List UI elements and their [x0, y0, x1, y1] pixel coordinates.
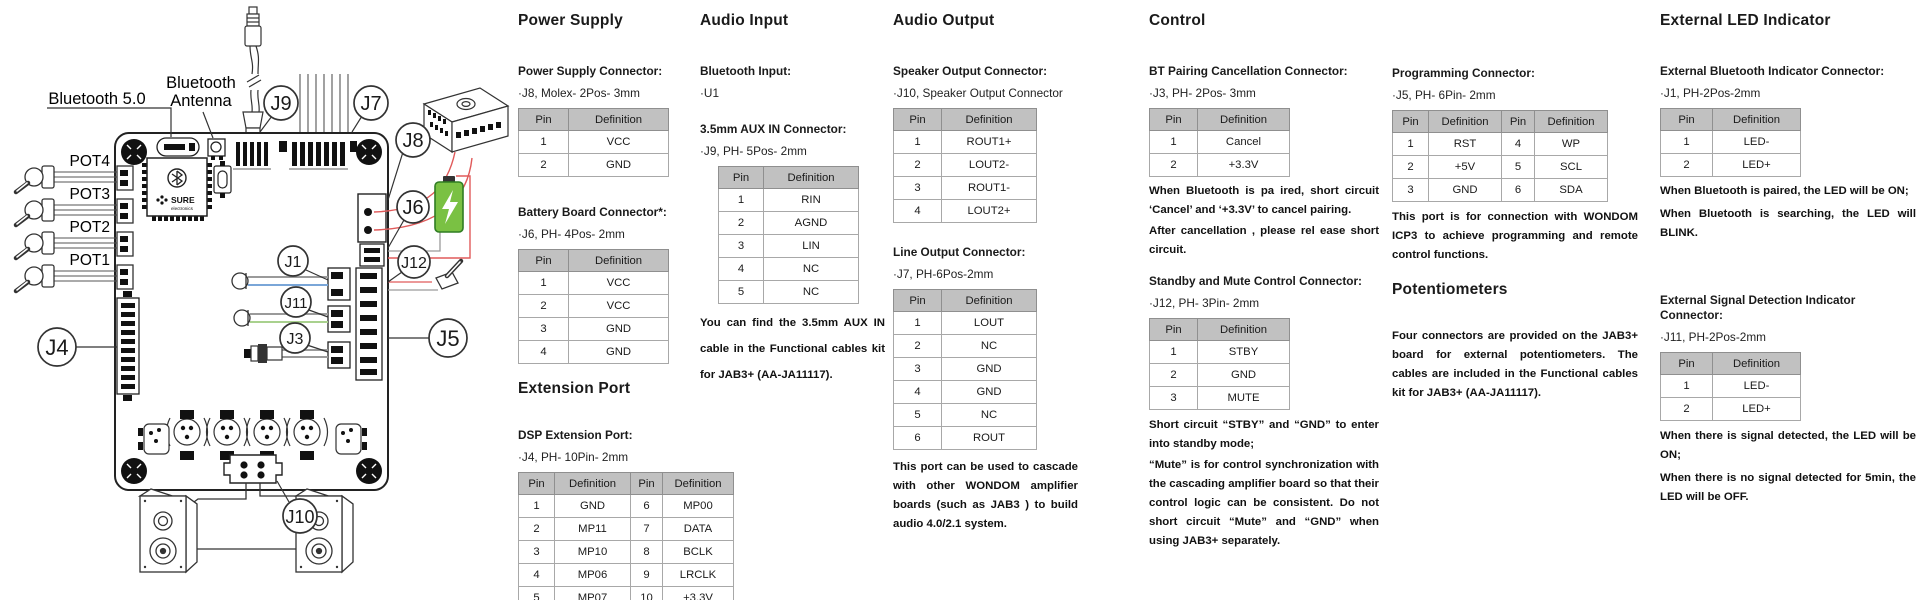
- spacer: [700, 137, 885, 144]
- pin-definition-table: [718, 166, 859, 304]
- j6-connector: [360, 244, 384, 266]
- j1-label: J1: [284, 254, 302, 271]
- power-supply-unit-icon: [424, 88, 508, 152]
- j12-label: J12: [401, 255, 427, 272]
- pin-table-cell: +3.3V: [1198, 154, 1290, 177]
- pin-table-cell: 2: [519, 518, 555, 541]
- pin-table-header-cell: Definition: [942, 109, 1037, 131]
- pin-table-cell: 2: [519, 295, 569, 318]
- pin-table-cell: GND: [569, 154, 669, 177]
- pin-table-row: [519, 341, 669, 364]
- pin-table-cell: MUTE: [1198, 387, 1290, 410]
- pin-table-cell: 1: [1150, 341, 1198, 364]
- pin-table-cell: 4: [519, 341, 569, 364]
- j8-label: J8: [402, 130, 424, 152]
- pin-table-row: [1393, 156, 1608, 179]
- spacer: [700, 100, 885, 122]
- j4-connector: [117, 291, 139, 401]
- pin-table-row: [719, 258, 859, 281]
- pin-table-cell: 3: [894, 358, 942, 381]
- pin-definition-table: [518, 108, 669, 177]
- pin-table-cell: 4: [719, 258, 764, 281]
- pin-definition-table: [893, 289, 1037, 450]
- pin-table-cell: Cancel: [1198, 131, 1290, 154]
- pin-table-cell: RST: [1429, 133, 1502, 156]
- pin-table-cell: AGND: [764, 212, 859, 235]
- pin-table-header-cell: Definition: [942, 290, 1037, 312]
- connector-subheading: Power Supply Connector:: [518, 64, 663, 78]
- pin-table-cell: LED-: [1713, 375, 1801, 398]
- section-heading: Extension Port: [518, 380, 631, 397]
- pin-table-cell: 2: [1150, 364, 1198, 387]
- pin-table-cell: 1: [519, 495, 555, 518]
- column-control: [1149, 0, 1379, 551]
- pin-table-cell: 6: [1502, 179, 1535, 202]
- note-text: When Bluetooth is pa ired, short circuit ‘Cancel’ and ‘+3.3V’ to cancel pairing.: [1149, 185, 1379, 216]
- pin-definition-table: [518, 472, 734, 600]
- spacer: [1392, 12, 1638, 66]
- pin-table-header-row: [519, 473, 734, 495]
- section-heading: Audio Output: [893, 12, 995, 29]
- pin-table-row: [719, 212, 859, 235]
- pin-table-cell: MP10: [555, 541, 631, 564]
- pin-definition-table: [518, 249, 669, 364]
- pin-table-cell: 1: [1393, 133, 1429, 156]
- connector-subheading: 3.5mm AUX IN Connector:: [700, 122, 847, 136]
- pin-table-row: [519, 154, 669, 177]
- pot3-label: POT3: [69, 186, 110, 203]
- column-programming: [1392, 0, 1638, 403]
- pin-table-cell: LED+: [1713, 154, 1801, 177]
- spacer: [893, 79, 1078, 86]
- pin-table-cell: LED-: [1713, 131, 1801, 154]
- pin-table-header-cell: Pin: [719, 167, 764, 189]
- pin-table-header-row: [519, 250, 669, 272]
- pin-table-cell: 4: [894, 381, 942, 404]
- pin-table-cell: 3: [719, 235, 764, 258]
- pin-table-cell: 3: [519, 318, 569, 341]
- pin-table-row: [894, 358, 1037, 381]
- j10-label: J10: [285, 507, 315, 527]
- aux-cable-icon: [243, 7, 263, 135]
- connector-id: ·J3, PH- 2Pos- 3mm: [1149, 86, 1256, 100]
- pin-table-cell: LIN: [764, 235, 859, 258]
- pin-table-cell: SCL: [1535, 156, 1608, 179]
- pin-table-cell: 4: [519, 564, 555, 587]
- j7-label: J7: [360, 93, 382, 115]
- pin-table-cell: GND: [569, 318, 669, 341]
- section-heading: External LED Indicator: [1660, 12, 1831, 29]
- pin-table-row: [519, 518, 734, 541]
- pin-table-header-cell: Pin: [894, 290, 942, 312]
- pin-table-cell: 1: [519, 131, 569, 154]
- pin-table-cell: MP00: [663, 495, 734, 518]
- pin-table-cell: STBY: [1198, 341, 1290, 364]
- pin-table-header-cell: Pin: [1661, 353, 1713, 375]
- note-text: When there is no signal detected for 5min, the LED will be OFF.: [1660, 472, 1916, 503]
- spacer: [518, 464, 736, 472]
- note-text: Four connectors are provided on the JAB3+ board for external potentiometers. The cables are included in the Functional cables kit for JAB3+ (AA-JA11117).: [1392, 330, 1638, 399]
- column-external-led: [1660, 0, 1916, 507]
- note-text: After cancellation , please rel ease short circuit.: [1149, 225, 1379, 256]
- j4-label: J4: [45, 335, 69, 360]
- pin-table-cell: 3: [894, 177, 942, 200]
- pin-table-cell: LOUT: [942, 312, 1037, 335]
- spacer: [893, 281, 1078, 289]
- pin-table-header-row: [1661, 109, 1801, 131]
- pin-table-row: [1150, 387, 1290, 410]
- pin-table-header-cell: Pin: [1661, 109, 1713, 131]
- pin-table-cell: 5: [894, 404, 942, 427]
- section-heading: Audio Input: [700, 12, 789, 29]
- connector-subheading: Battery Board Connector*:: [518, 205, 667, 219]
- pin-table-header-cell: Pin: [519, 473, 555, 495]
- pin-table-header-cell: Definition: [663, 473, 734, 495]
- pin-table-header-cell: Pin: [631, 473, 663, 495]
- pin-table-header-row: [1661, 353, 1801, 375]
- pin-table-cell: 2: [519, 154, 569, 177]
- connector-id: ·J8, Molex- 2Pos- 3mm: [518, 86, 640, 100]
- pin-table-cell: NC: [764, 281, 859, 304]
- pin-table-cell: 2: [1661, 154, 1713, 177]
- pin-table-cell: 3: [519, 541, 555, 564]
- spacer: [1149, 79, 1379, 86]
- connector-subheading: Bluetooth Input:: [700, 64, 792, 78]
- pin-table-row: [894, 404, 1037, 427]
- j11-label: J11: [284, 295, 308, 312]
- pot2-label: POT2: [69, 219, 110, 236]
- pin-table-cell: 3: [1150, 387, 1198, 410]
- pot4-label: POT4: [69, 153, 110, 170]
- pin-table-header-row: [1393, 111, 1608, 133]
- pin-table-row: [519, 541, 734, 564]
- pin-table-cell: 2: [1393, 156, 1429, 179]
- pin-table-cell: 7: [631, 518, 663, 541]
- section-heading: Control: [1149, 12, 1206, 29]
- pot1-label: POT1: [69, 252, 110, 269]
- pin-table-cell: 1: [719, 189, 764, 212]
- connector-id: ·J6, PH- 4Pos- 2mm: [518, 227, 625, 241]
- pin-table-cell: GND: [1429, 179, 1502, 202]
- spacer: [700, 79, 885, 86]
- pin-table-row: [1661, 131, 1801, 154]
- pin-table-row: [894, 131, 1037, 154]
- spacer: [1660, 344, 1916, 352]
- connector-id: ·J11, PH-2Pos-2mm: [1660, 330, 1766, 344]
- pin-table-cell: NC: [942, 404, 1037, 427]
- pin-table-header-cell: Definition: [1429, 111, 1502, 133]
- pin-table-row: [894, 200, 1037, 223]
- pin-table-cell: WP: [1535, 133, 1608, 156]
- pin-table-header-cell: Pin: [519, 250, 569, 272]
- note-text: You can find the 3.5mm AUX IN cable in the Functional cables kit for JAB3+ (AA-JA11117).: [700, 317, 885, 381]
- pin-table-header-cell: Definition: [569, 109, 669, 131]
- crystal-icon: [214, 161, 231, 198]
- right-pin-strip: [356, 268, 382, 380]
- pin-table-cell: 9: [631, 564, 663, 587]
- pin-table-header-cell: Definition: [1535, 111, 1608, 133]
- spacer: [1149, 100, 1379, 108]
- note-text: “Mute” is for control synchronization with the cascading amplifier board so that their control logic can be consistent. Do not short circuit “Mute” and “GND” when using JAB3+ separately.: [1149, 459, 1379, 547]
- pin-table-cell: 4: [894, 200, 942, 223]
- connector-id: ·J1, PH-2Pos-2mm: [1660, 86, 1761, 100]
- connector-id: ·J4, PH- 10Pin- 2mm: [518, 450, 629, 464]
- spacer: [518, 398, 736, 428]
- j10-connector: [224, 455, 282, 483]
- pin-table-cell: GND: [942, 358, 1037, 381]
- pin-table-cell: +3.3V: [663, 587, 734, 600]
- pin-table-row: [1661, 375, 1801, 398]
- spacer: [1149, 260, 1379, 274]
- pin-table-header-cell: Definition: [1713, 109, 1801, 131]
- pin-table-row: [719, 189, 859, 212]
- pin-definition-table: [893, 108, 1037, 223]
- j9-label: J9: [270, 93, 292, 115]
- connector-subheading: Line Output Connector:: [893, 245, 1026, 259]
- spacer: [893, 223, 1078, 245]
- pin-table-header-row: [1150, 319, 1290, 341]
- pin-table-cell: 1: [894, 131, 942, 154]
- pin-table-row: [519, 564, 734, 587]
- pin-table-row: [1393, 179, 1608, 202]
- pin-table-cell: GND: [555, 495, 631, 518]
- pin-table-cell: LOUT2+: [942, 200, 1037, 223]
- note-text: When Bluetooth is searching, the LED will BLINK.: [1660, 208, 1916, 239]
- pin-table-cell: MP11: [555, 518, 631, 541]
- pin-table-cell: BCLK: [663, 541, 734, 564]
- note-text: When there is signal detected, the LED will be ON;: [1660, 430, 1916, 461]
- j8-connector: [358, 194, 386, 242]
- connector-subheading: External Signal Detection Indicator Connector:: [1660, 293, 1856, 322]
- column-audio-input: [700, 0, 885, 388]
- pin-table-row: [894, 312, 1037, 335]
- pin-table-row: [1661, 154, 1801, 177]
- pin-table-cell: LOUT2-: [942, 154, 1037, 177]
- connector-subheading: DSP Extension Port:: [518, 428, 633, 442]
- pin-definition-table: [1392, 110, 1608, 202]
- connector-id: ·J10, Speaker Output Connector: [893, 86, 1063, 100]
- spacer: [1149, 310, 1379, 318]
- bluetooth-module: [142, 158, 212, 221]
- spacer: [1392, 265, 1638, 281]
- pin-table-row: [719, 281, 859, 304]
- pin-table-cell: +5V: [1429, 156, 1502, 179]
- connector-subheading: Speaker Output Connector:: [893, 64, 1048, 78]
- note-text: This port is for connection with WONDOM ICP3 to achieve programming and remote control functions.: [1392, 211, 1638, 261]
- pin-table-row: [894, 154, 1037, 177]
- pin-definition-table: [1660, 108, 1801, 177]
- connector-id: ·J9, PH- 5Pos- 2mm: [700, 144, 807, 158]
- connector-subheading: Programming Connector:: [1392, 66, 1535, 80]
- spacer: [1392, 299, 1638, 327]
- pin-table-cell: GND: [1198, 364, 1290, 387]
- pin-table-cell: 4: [1502, 133, 1535, 156]
- pin-table-cell: 2: [719, 212, 764, 235]
- spacer: [1149, 289, 1379, 296]
- pin-table-header-cell: Definition: [569, 250, 669, 272]
- pin-table-header-cell: Pin: [1393, 111, 1429, 133]
- pin-table-cell: MP06: [555, 564, 631, 587]
- pin-table-row: [1150, 341, 1290, 364]
- pin-table-header-row: [719, 167, 859, 189]
- pin-table-cell: LED+: [1713, 398, 1801, 421]
- pin-table-row: [1393, 133, 1608, 156]
- pin-table-cell: 1: [1661, 131, 1713, 154]
- pin-table-row: [894, 335, 1037, 358]
- j3-label: J3: [286, 331, 304, 348]
- pin-table-cell: 6: [894, 427, 942, 450]
- pin-table-row: [1150, 131, 1290, 154]
- section-heading: Power Supply: [518, 12, 623, 29]
- pin-table-header-cell: Definition: [1713, 353, 1801, 375]
- pin-table-header-cell: Definition: [1198, 319, 1290, 341]
- note-text: Short circuit “STBY” and “GND” to enter into standby mode;: [1149, 419, 1379, 450]
- spacer: [893, 30, 1078, 64]
- bluetooth-5-label: Bluetooth 5.0: [48, 90, 146, 108]
- spacer: [700, 158, 885, 166]
- pin-table-cell: 6: [631, 495, 663, 518]
- column-audio-output: [893, 0, 1078, 534]
- note-text: This port can be used to cascade with other WONDOM amplifier boards (such as JAB3 ) to build audio 4.0/2.1 system.: [893, 461, 1078, 530]
- brand-sub-label: electronics: [171, 206, 193, 211]
- j7-wires: [300, 74, 348, 133]
- pin-table-cell: ROUT1-: [942, 177, 1037, 200]
- j6-label: J6: [402, 197, 424, 219]
- pin-table-cell: GND: [569, 341, 669, 364]
- pin-table-row: [894, 381, 1037, 404]
- pin-table-cell: 5: [1502, 156, 1535, 179]
- connector-id: ·J5, PH- 6Pin- 2mm: [1392, 88, 1496, 102]
- pin-table-header-cell: Pin: [1150, 319, 1198, 341]
- spacer: [1660, 79, 1916, 86]
- pin-table-cell: DATA: [663, 518, 734, 541]
- connector-id: ·U1: [700, 86, 720, 100]
- pin-table-row: [519, 495, 734, 518]
- pin-table-cell: GND: [942, 381, 1037, 404]
- note-text: When Bluetooth is paired, the LED will be ON;: [1660, 185, 1909, 197]
- pin-table-cell: 1: [1661, 375, 1713, 398]
- connector-id: ·J7, PH-6Pos-2mm: [893, 267, 994, 281]
- j5-label: J5: [436, 326, 460, 351]
- pin-table-header-cell: Pin: [1502, 111, 1535, 133]
- pin-table-row: [1150, 154, 1290, 177]
- pin-table-cell: ROUT: [942, 427, 1037, 450]
- pin-table-header-cell: Pin: [519, 109, 569, 131]
- pin-table-cell: NC: [764, 258, 859, 281]
- pin-table-cell: 2: [1150, 154, 1198, 177]
- pin-table-cell: ROUT1+: [942, 131, 1037, 154]
- pin-table-cell: 8: [631, 541, 663, 564]
- pin-definition-table: [1149, 108, 1290, 177]
- pin-table-header-row: [894, 109, 1037, 131]
- pin-table-cell: SDA: [1535, 179, 1608, 202]
- spacer: [1660, 100, 1916, 108]
- pin-table-cell: VCC: [569, 131, 669, 154]
- pin-table-cell: NC: [942, 335, 1037, 358]
- pin-table-cell: LRCLK: [663, 564, 734, 587]
- pin-table-cell: 10: [631, 587, 663, 600]
- antenna-label-line1: Bluetooth: [166, 74, 236, 92]
- pin-table-row: [519, 295, 669, 318]
- pin-table-cell: 2: [894, 335, 942, 358]
- connector-id: ·J12, PH- 3Pin- 2mm: [1149, 296, 1260, 310]
- pin-table-cell: RIN: [764, 189, 859, 212]
- pin-table-cell: MP07: [555, 587, 631, 600]
- spacer: [1660, 243, 1916, 293]
- pin-table-header-cell: Pin: [894, 109, 942, 131]
- pin-definition-table: [1149, 318, 1290, 410]
- pin-table-cell: 3: [1393, 179, 1429, 202]
- connector-subheading: Standby and Mute Control Connector:: [1149, 274, 1362, 288]
- pin-table-cell: 5: [719, 281, 764, 304]
- pin-definition-table: [1660, 352, 1801, 421]
- pin-table-row: [519, 272, 669, 295]
- pin-table-header-cell: Definition: [555, 473, 631, 495]
- spacer: [700, 30, 885, 64]
- antenna-label-line2: Antenna: [170, 92, 232, 110]
- pin-table-row: [1661, 398, 1801, 421]
- pin-table-row: [519, 587, 734, 600]
- pin-table-row: [1150, 364, 1290, 387]
- pin-table-cell: 2: [894, 154, 942, 177]
- pin-table-cell: 1: [519, 272, 569, 295]
- pin-table-row: [519, 131, 669, 154]
- pin-table-cell: 5: [519, 587, 555, 600]
- pin-table-header-row: [1150, 109, 1290, 131]
- connector-subheading: BT Pairing Cancellation Connector:: [1149, 64, 1348, 78]
- brand-label: SURE: [171, 195, 195, 205]
- pin-table-cell: VCC: [569, 272, 669, 295]
- pin-table-header-cell: Definition: [1198, 109, 1290, 131]
- pin-table-cell: VCC: [569, 295, 669, 318]
- spacer: [518, 443, 736, 450]
- spacer: [1660, 30, 1916, 64]
- left-speaker-icon: [140, 489, 197, 572]
- spacer: [893, 260, 1078, 267]
- pin-table-header-cell: Pin: [1150, 109, 1198, 131]
- pin-table-cell: 1: [894, 312, 942, 335]
- spacer: [1149, 30, 1379, 64]
- section-heading: Potentiometers: [1392, 281, 1508, 298]
- pin-table-row: [894, 177, 1037, 200]
- spacer: [1392, 81, 1638, 88]
- pin-table-cell: 2: [1661, 398, 1713, 421]
- spacer: [1392, 102, 1638, 110]
- spacer: [893, 450, 1078, 458]
- pin-table-row: [719, 235, 859, 258]
- pin-table-row: [894, 427, 1037, 450]
- spacer: [893, 100, 1078, 108]
- pin-table-header-cell: Definition: [764, 167, 859, 189]
- pin-table-row: [519, 318, 669, 341]
- connector-subheading: External Bluetooth Indicator Connector:: [1660, 64, 1885, 78]
- pin-table-header-row: [894, 290, 1037, 312]
- spacer: [1660, 323, 1916, 330]
- pin-table-header-row: [519, 109, 669, 131]
- pin-table-cell: 1: [1150, 131, 1198, 154]
- board-diagram: [0, 0, 515, 600]
